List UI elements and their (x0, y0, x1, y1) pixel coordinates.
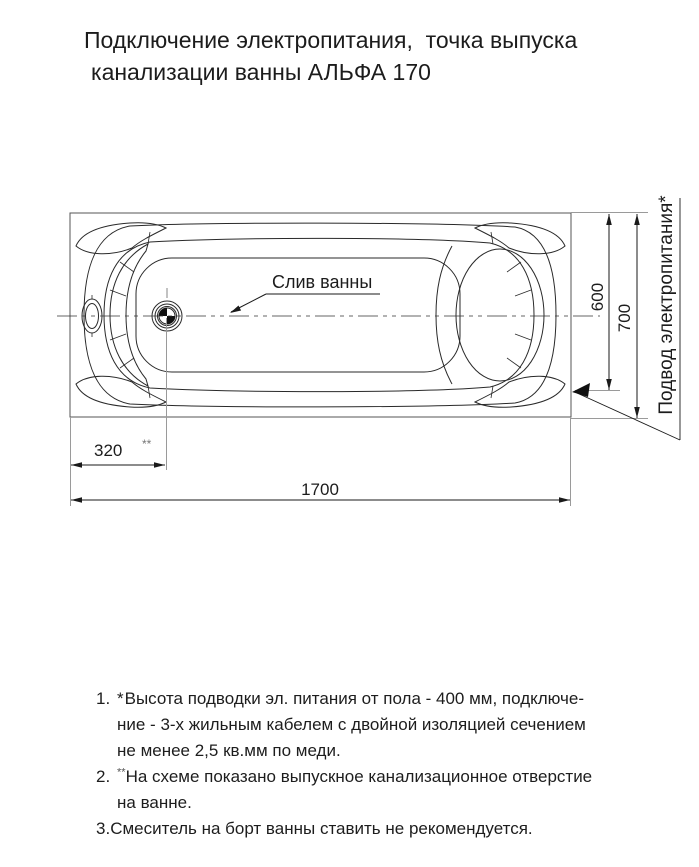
dimension-320-superscript: ** (142, 437, 152, 451)
note-2-line1: **На схеме показано выпускное канализационное отверстие (117, 766, 593, 786)
note-1-number: 1. (96, 689, 111, 708)
notes-list (96, 686, 656, 842)
note-2 (96, 764, 656, 816)
page-title-line1: Подключение электропитания, точка выпуска (84, 27, 578, 53)
dimension-320-label: 320 (94, 441, 123, 460)
dimension-320 (71, 462, 165, 468)
note-1-line1: *Высота подводки эл. питания от пола - 400 мм, подключе- (117, 689, 585, 708)
page-title-line2: канализации ванны АЛЬФА 170 (91, 59, 431, 85)
dimension-700 (634, 214, 640, 418)
note-3 (96, 816, 656, 842)
note-1-line2: ние - 3-х жильным кабелем с двойной изоляцией сечением (117, 715, 586, 734)
drain-label: Слив ванны (272, 272, 373, 292)
dimension-1700-label: 1700 (301, 480, 339, 499)
dimension-600 (606, 214, 612, 390)
note-2-marker: ** (117, 766, 126, 779)
note-3-text: Смеситель на борт ванны ставить не рекомендуется. (110, 819, 533, 838)
dimension-700-label: 700 (615, 303, 634, 333)
note-3-number: 3. (96, 819, 111, 838)
power-label: Подвод электропитания* (656, 195, 677, 415)
note-1-marker: * (117, 689, 124, 708)
note-1-line3: не менее 2,5 кв.мм по меди. (117, 741, 341, 760)
note-2-number: 2. (96, 767, 111, 786)
note-1 (96, 686, 656, 764)
note-2-line2: на ванне. (117, 793, 192, 812)
dimension-600-label: 600 (588, 282, 607, 312)
